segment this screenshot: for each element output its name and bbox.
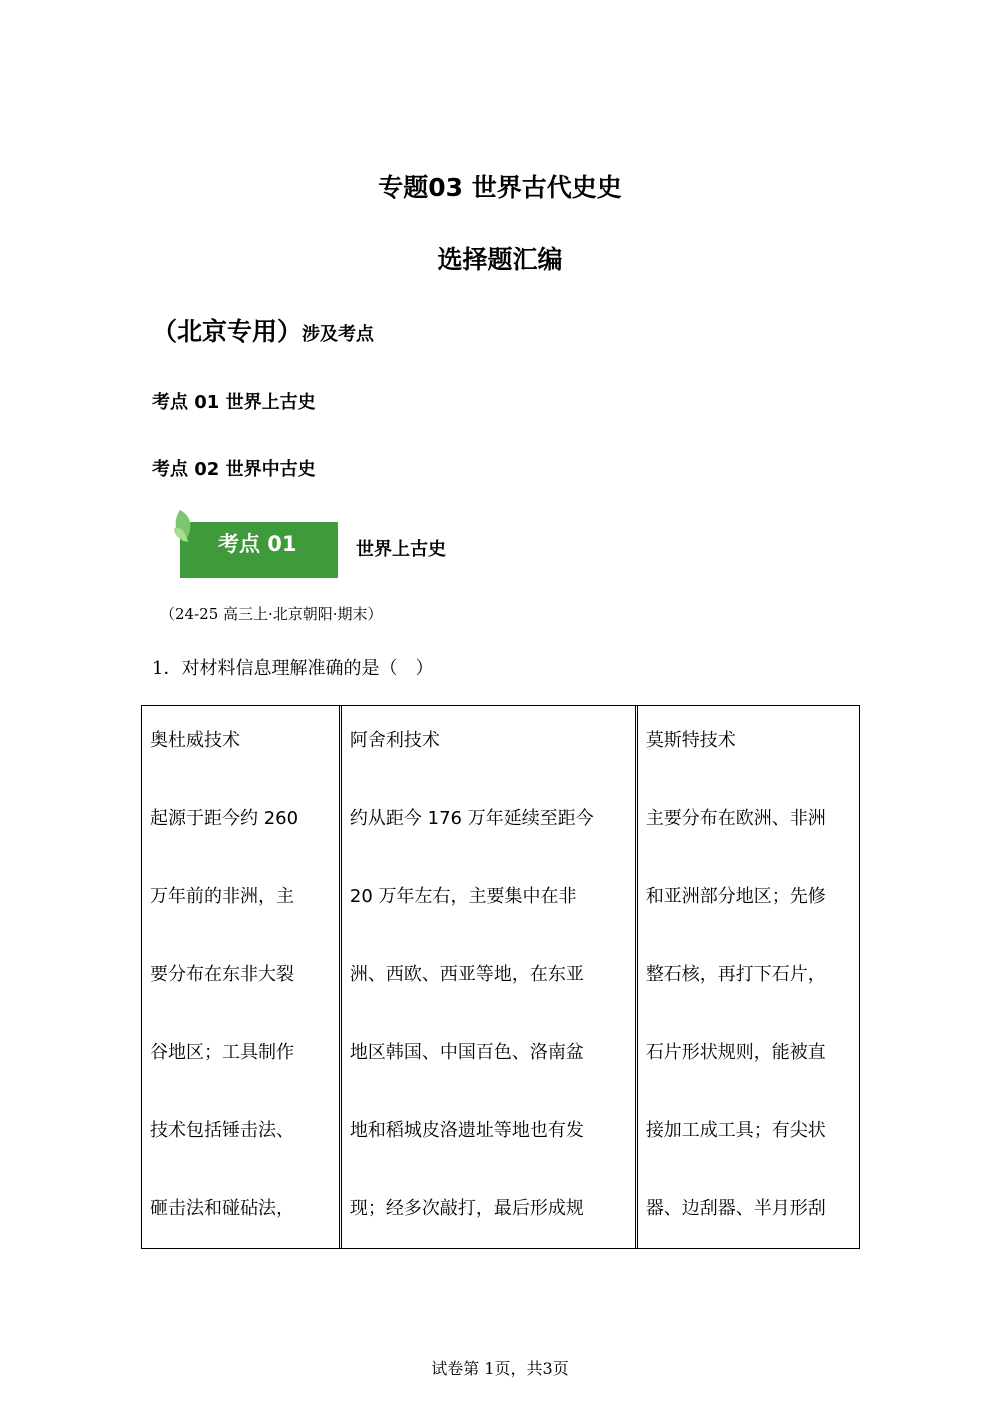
cell-line: 现；经多次敲打，最后形成规 xyxy=(349,1198,584,1219)
page-footer: 试卷第 1页，共3页 xyxy=(431,1359,569,1378)
table-cell-oldowan xyxy=(142,706,342,1248)
question-text: 1．对材料信息理解准确的是（ ） xyxy=(152,658,434,679)
cell-line: 技术包括锤击法、 xyxy=(150,1120,294,1141)
materials-table xyxy=(141,705,860,1249)
cell-line: 地和稻城皮洛遗址等地也有发 xyxy=(349,1120,584,1141)
cell-line: 约从距今 176 万年延续至距今 xyxy=(349,808,594,829)
page-title: 专题03 世界古代史史 xyxy=(378,173,622,202)
region-heading xyxy=(152,312,374,348)
column-header: 奥杜威技术 xyxy=(150,730,240,751)
table-cell-mousterian xyxy=(638,706,859,1248)
section-badge xyxy=(180,522,338,578)
cell-line: 接加工成工具；有尖状 xyxy=(645,1120,826,1141)
section-title: 世界上古史 xyxy=(356,539,446,560)
cell-line: 万年前的非洲，主 xyxy=(150,886,294,907)
cell-line: 和亚洲部分地区；先修 xyxy=(645,886,826,907)
cell-line: 起源于距今约 260 xyxy=(150,808,299,829)
region-note: 涉及考点 xyxy=(302,324,375,345)
page-subtitle: 选择题汇编 xyxy=(437,245,563,274)
question-source: （24-25 高三上·北京朝阳·期末） xyxy=(160,605,383,623)
leaf-icon xyxy=(168,508,198,548)
cell-line: 砸击法和碰砧法， xyxy=(150,1198,294,1219)
region-label: （北京专用） xyxy=(152,317,303,346)
cell-line: 整石核，再打下石片， xyxy=(645,964,826,985)
cell-line: 主要分布在欧洲、非洲 xyxy=(645,808,826,829)
column-header: 阿舍利技术 xyxy=(349,730,440,751)
section-badge-label: 考点 01 xyxy=(218,532,297,556)
cell-line: 石片形状规则，能被直 xyxy=(645,1042,826,1063)
column-header: 莫斯特技术 xyxy=(645,730,736,751)
cell-line: 20 万年左右，主要集中在非 xyxy=(349,886,577,907)
point-item-2: 考点 02 世界中古史 xyxy=(152,459,316,480)
table-cell-acheulean xyxy=(342,706,638,1248)
cell-line: 要分布在东非大裂 xyxy=(150,964,294,985)
table-row xyxy=(142,706,859,1248)
point-item-1: 考点 01 世界上古史 xyxy=(152,392,316,413)
cell-line: 器、边刮器、半月形刮 xyxy=(645,1198,826,1219)
cell-line: 谷地区；工具制作 xyxy=(150,1042,294,1063)
cell-line: 洲、西欧、西亚等地，在东亚 xyxy=(349,964,584,985)
cell-line: 地区韩国、中国百色、洛南盆 xyxy=(349,1042,584,1063)
